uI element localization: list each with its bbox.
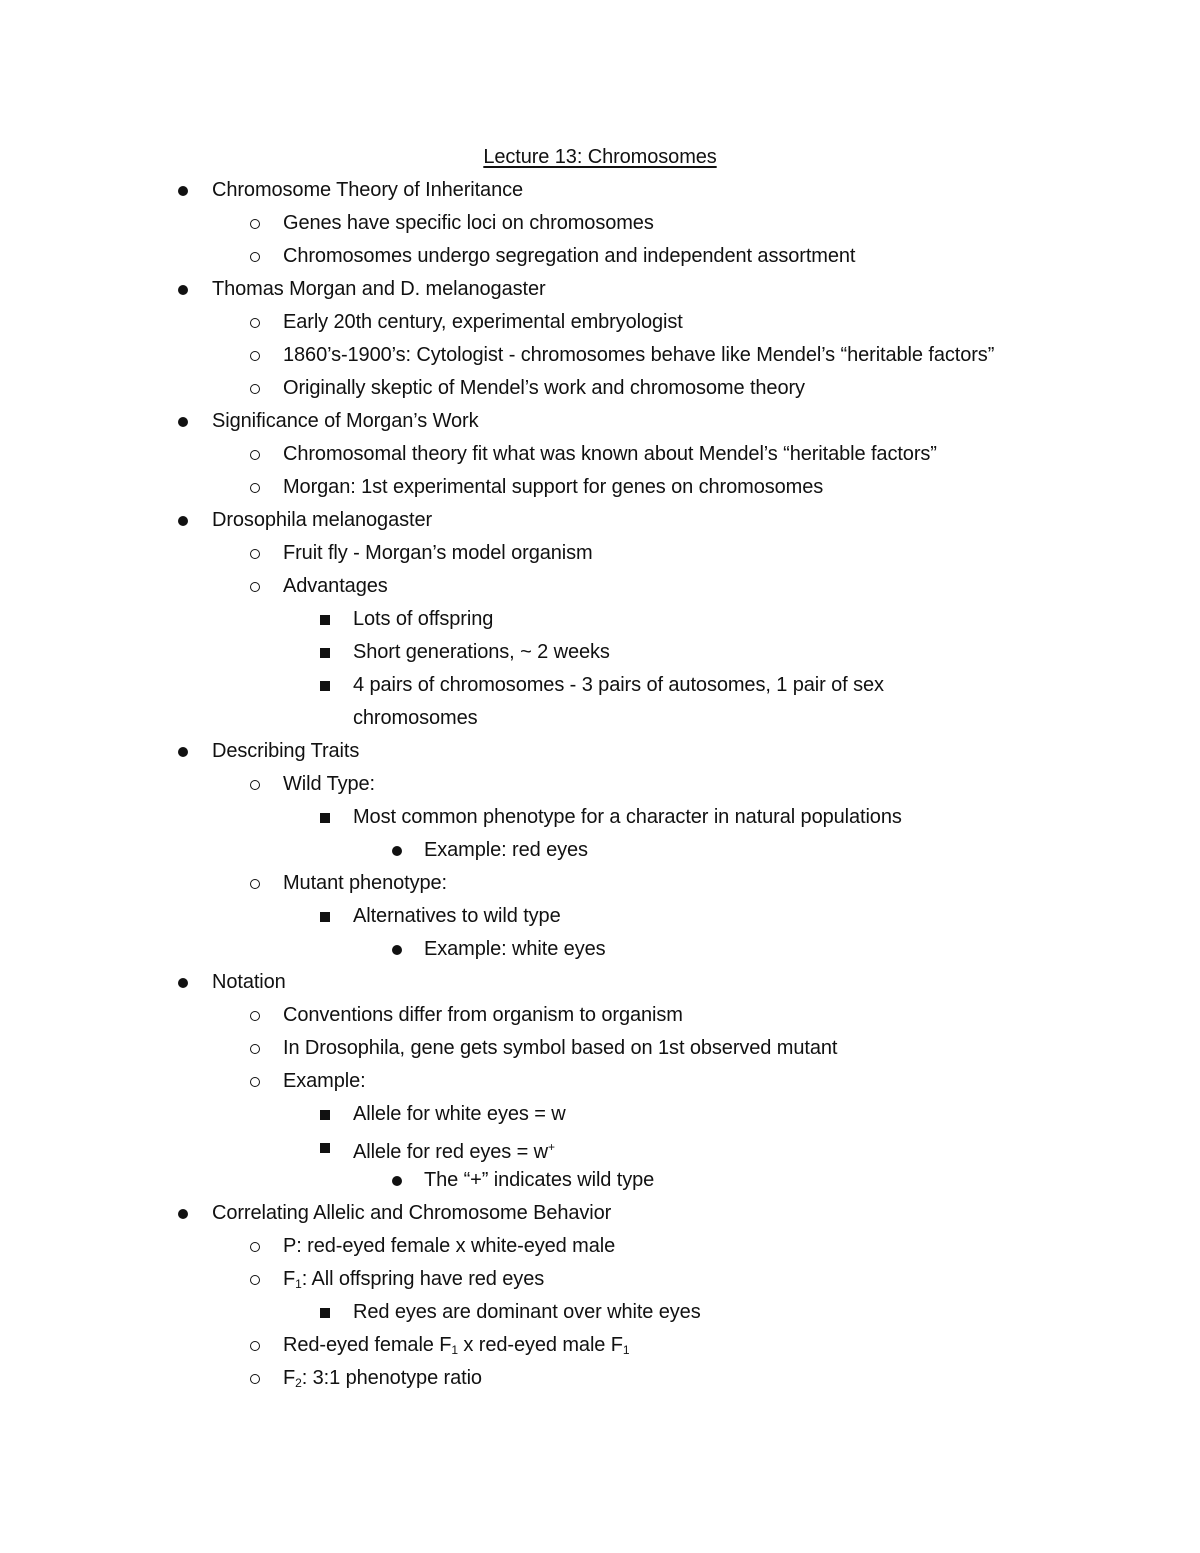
- list-item: Mutant phenotype:: [283, 872, 447, 894]
- bullet-square-icon: [320, 670, 330, 700]
- bullet-dot-icon: [178, 967, 188, 997]
- list-item: Chromosome Theory of Inheritance: [212, 179, 524, 201]
- bullet-dot-icon: [392, 934, 402, 964]
- list-item: The “+” indicates wild type: [424, 1169, 655, 1191]
- bullet-dot-icon: [178, 1198, 188, 1228]
- text-part: Red-eyed female F: [283, 1334, 452, 1356]
- bullet-circle-icon: [250, 1363, 260, 1393]
- bullet-circle-icon: [250, 1330, 260, 1360]
- bullet-circle-icon: [250, 373, 260, 403]
- list-item: Example:: [283, 1070, 366, 1092]
- bullet-square-icon: [320, 604, 330, 634]
- bullet-circle-icon: [250, 538, 260, 568]
- list-item: In Drosophila, gene gets symbol based on 1st observed mutant: [283, 1037, 838, 1059]
- text-part: F: [283, 1268, 296, 1290]
- bullet-dot-icon: [178, 736, 188, 766]
- bullet-circle-icon: [250, 868, 260, 898]
- list-item: Describing Traits: [212, 740, 360, 762]
- list-item: Wild Type:: [283, 773, 375, 795]
- list-item: [353, 1132, 555, 1167]
- bullet-circle-icon: [250, 1033, 260, 1063]
- list-item: Originally skeptic of Mendel’s work and chromosome theory: [283, 377, 805, 399]
- list-item: Most common phenotype for a character in natural populations: [353, 806, 902, 828]
- bullet-circle-icon: [250, 439, 260, 469]
- bullet-dot-icon: [178, 406, 188, 436]
- list-item: Correlating Allelic and Chromosome Behavior: [212, 1202, 612, 1224]
- bullet-circle-icon: [250, 307, 260, 337]
- list-item: P: red-eyed female x white-eyed male: [283, 1235, 616, 1257]
- list-item: Genes have specific loci on chromosomes: [283, 212, 654, 234]
- list-item: Chromosomes undergo segregation and independent assortment: [283, 245, 856, 267]
- list-item: Advantages: [283, 575, 388, 597]
- list-item: [283, 1264, 544, 1299]
- page-title: Lecture 13: Chromosomes: [483, 146, 717, 168]
- text-part: : 3:1 phenotype ratio: [301, 1367, 482, 1389]
- bullet-circle-icon: [250, 1000, 260, 1030]
- list-item: [283, 1363, 482, 1398]
- list-item: Significance of Morgan’s Work: [212, 410, 479, 432]
- text-part: : All offspring have red eyes: [301, 1268, 545, 1290]
- subscript: 1: [295, 1277, 302, 1291]
- list-item-continuation: chromosomes: [353, 707, 478, 729]
- list-item: Chromosomal theory fit what was known about Mendel’s “heritable factors”: [283, 443, 937, 465]
- list-item: 1860’s-1900’s: Cytologist - chromosomes behave like Mendel’s “heritable factors”: [283, 344, 995, 366]
- list-item: Early 20th century, experimental embryologist: [283, 311, 683, 333]
- subscript: 1: [451, 1343, 458, 1357]
- list-item: [283, 1330, 629, 1365]
- bullet-square-icon: [320, 1132, 330, 1162]
- bullet-circle-icon: [250, 571, 260, 601]
- bullet-circle-icon: [250, 1066, 260, 1096]
- list-item: Red eyes are dominant over white eyes: [353, 1301, 701, 1323]
- bullet-circle-icon: [250, 340, 260, 370]
- bullet-square-icon: [320, 1297, 330, 1327]
- list-item: Example: white eyes: [424, 938, 606, 960]
- list-item: Short generations, ~ 2 weeks: [353, 641, 610, 663]
- list-item: Alternatives to wild type: [353, 905, 561, 927]
- subscript: 2: [295, 1376, 302, 1390]
- bullet-dot-icon: [178, 505, 188, 535]
- bullet-square-icon: [320, 901, 330, 931]
- text-part: Allele for red eyes = w: [353, 1141, 549, 1163]
- list-item: Drosophila melanogaster: [212, 509, 433, 531]
- bullet-circle-icon: [250, 769, 260, 799]
- list-item: Allele for white eyes = w: [353, 1103, 566, 1125]
- bullet-dot-icon: [178, 274, 188, 304]
- list-item: Morgan: 1st experimental support for genes on chromosomes: [283, 476, 824, 498]
- bullet-square-icon: [320, 1099, 330, 1129]
- list-item: 4 pairs of chromosomes - 3 pairs of autosomes, 1 pair of sex: [353, 674, 884, 696]
- bullet-circle-icon: [250, 208, 260, 238]
- bullet-dot-icon: [392, 1165, 402, 1195]
- bullet-circle-icon: [250, 1231, 260, 1261]
- list-item: Lots of offspring: [353, 608, 494, 630]
- list-item: Notation: [212, 971, 286, 993]
- bullet-circle-icon: [250, 241, 260, 271]
- list-item: Conventions differ from organism to organism: [283, 1004, 683, 1026]
- text-part: F: [283, 1367, 296, 1389]
- bullet-dot-icon: [392, 835, 402, 865]
- list-item: Example: red eyes: [424, 839, 588, 861]
- bullet-dot-icon: [178, 175, 188, 205]
- subscript: 1: [622, 1343, 630, 1357]
- bullet-square-icon: [320, 637, 330, 667]
- bullet-square-icon: [320, 802, 330, 832]
- text-part: x red-eyed male F: [457, 1334, 623, 1356]
- list-item: Fruit fly - Morgan’s model organism: [283, 542, 593, 564]
- superscript: +: [548, 1140, 555, 1154]
- list-item: Thomas Morgan and D. melanogaster: [212, 278, 546, 300]
- bullet-circle-icon: [250, 1264, 260, 1294]
- bullet-circle-icon: [250, 472, 260, 502]
